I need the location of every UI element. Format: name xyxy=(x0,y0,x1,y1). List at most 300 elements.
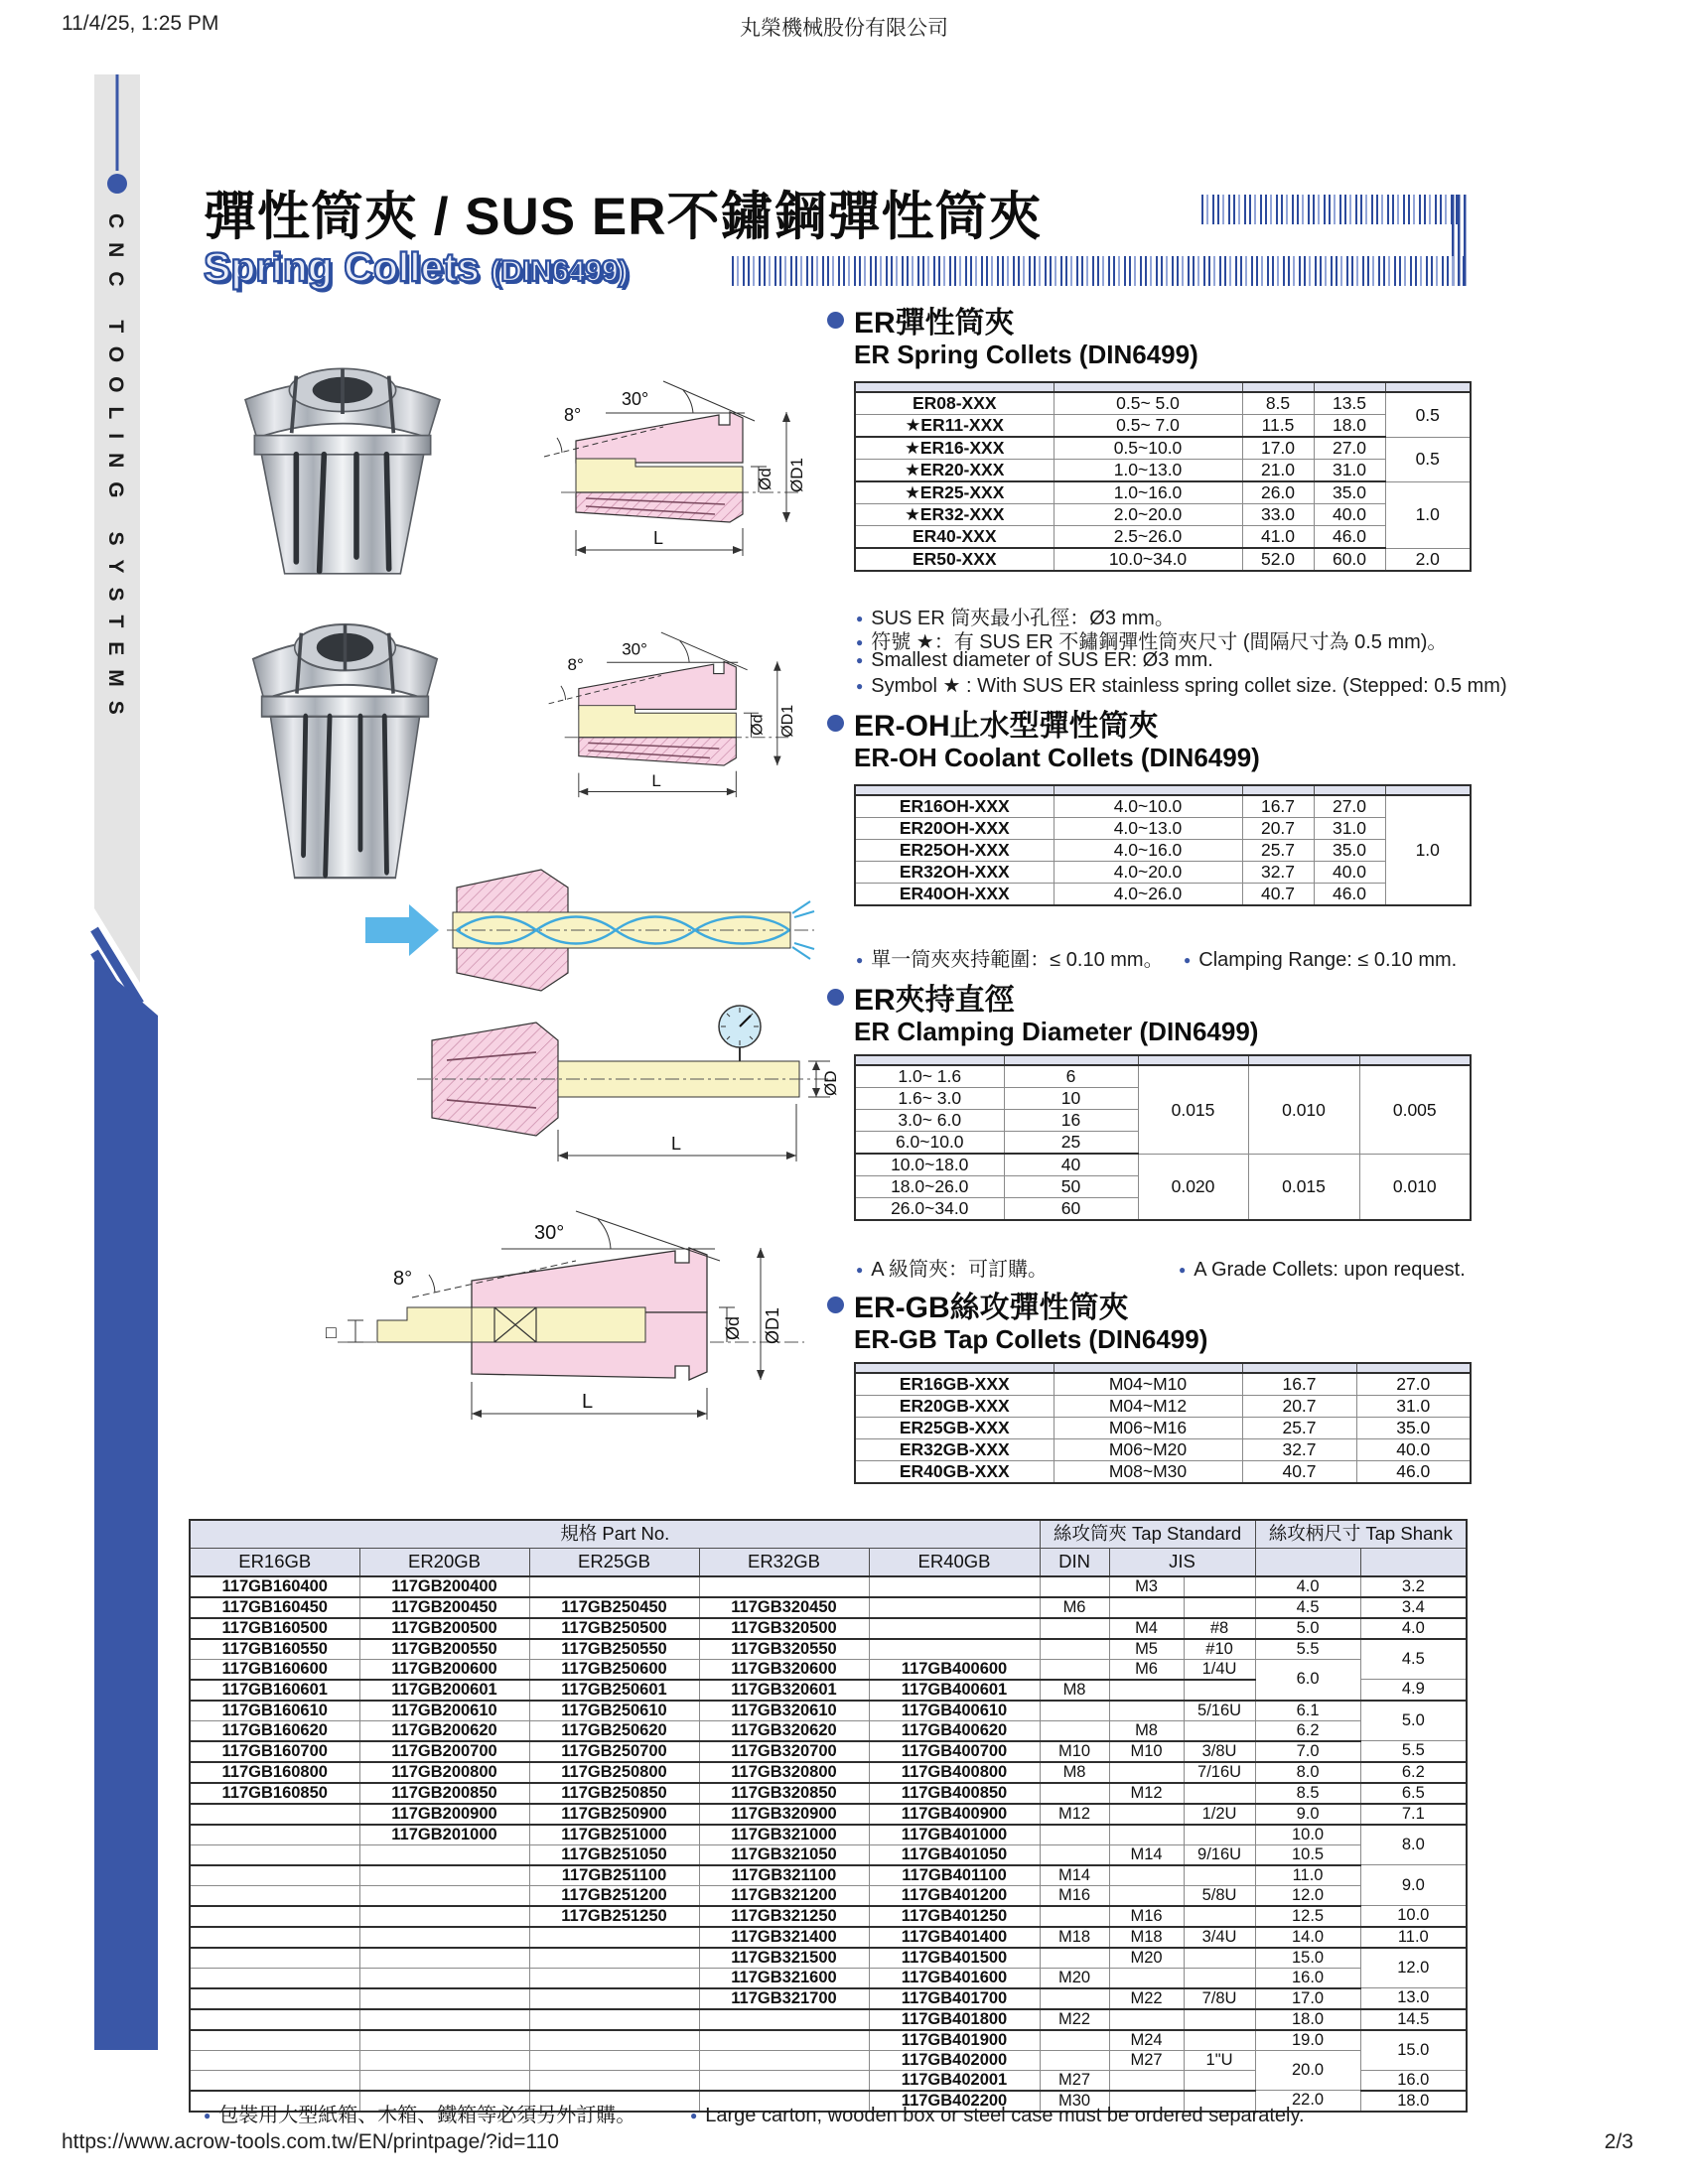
table-row xyxy=(190,1865,1467,1886)
section-clamping-title-zh xyxy=(827,975,1015,1019)
section-bullet-icon xyxy=(827,312,844,329)
section-title-text: ER-GB絲攻彈性筒夾 xyxy=(854,1292,1129,1324)
cell: 117GB402000 xyxy=(869,2050,1040,2070)
cell: ER08-XXX xyxy=(855,392,1054,415)
cell: 4.0~10.0 xyxy=(1054,795,1242,818)
coolant-collets-table xyxy=(854,784,1470,906)
cell: ER20OH-XXX xyxy=(855,818,1054,840)
data-table xyxy=(854,1362,1472,1484)
table-row xyxy=(855,818,1471,840)
coolant-arrow-icon xyxy=(365,904,439,956)
cell: 40.0 xyxy=(1356,1439,1471,1461)
cell xyxy=(1040,1576,1109,1597)
cell: 41.0 xyxy=(1242,526,1314,549)
cell: 117GB160800 xyxy=(190,1762,359,1783)
cell: 117GB250900 xyxy=(529,1804,699,1825)
cell: 18.0 xyxy=(1255,2009,1360,2030)
cell: 17.0 xyxy=(1255,1988,1360,2009)
cell: 11.0 xyxy=(1255,1865,1360,1886)
cell: 117GB320900 xyxy=(699,1804,869,1825)
cell xyxy=(1040,1948,1109,1969)
cell: 40.7 xyxy=(1242,1461,1356,1484)
cell: 117GB402001 xyxy=(869,2070,1040,2091)
dim-label-8deg: 8° xyxy=(567,654,584,674)
dim-label-od1: ØD1 xyxy=(763,1306,782,1344)
table-row xyxy=(855,1461,1471,1484)
table-row xyxy=(855,504,1471,526)
cell: 117GB160601 xyxy=(190,1680,359,1701)
dim-label-30deg: 30° xyxy=(534,1222,565,1244)
cell: 10.0~34.0 xyxy=(1054,548,1242,571)
cell: 117GB401200 xyxy=(869,1885,1040,1906)
cell xyxy=(190,1885,359,1906)
header-cell xyxy=(1242,1363,1356,1373)
cell: ER50-XXX xyxy=(855,548,1054,571)
cell: 117GB250700 xyxy=(529,1741,699,1762)
cell: 15.0 xyxy=(1255,1948,1360,1969)
cell: 1.0~ 1.6 xyxy=(855,1065,1004,1088)
cell: 4.0 xyxy=(1360,1618,1467,1639)
cell: 117GB251100 xyxy=(529,1865,699,1886)
cell: 117GB321400 xyxy=(699,1927,869,1948)
cell: 32.7 xyxy=(1242,862,1314,884)
cell: 117GB400900 xyxy=(869,1804,1040,1825)
cell xyxy=(1184,1948,1255,1969)
cell xyxy=(190,1865,359,1886)
cell: 4.5 xyxy=(1360,1639,1467,1680)
cell: 117GB320550 xyxy=(699,1639,869,1660)
cell: 4.0~16.0 xyxy=(1054,840,1242,862)
cell: 6 xyxy=(1004,1065,1138,1088)
cell: 46.0 xyxy=(1314,526,1385,549)
cell: 117GB400601 xyxy=(869,1680,1040,1701)
cell: 117GB400620 xyxy=(869,1720,1040,1741)
header-cell xyxy=(855,785,1054,795)
cell xyxy=(1184,1906,1255,1927)
header-cell: JIS xyxy=(1109,1548,1255,1575)
cell: M12 xyxy=(1040,1804,1109,1825)
cell xyxy=(1184,2009,1255,2030)
table-row xyxy=(190,1701,1467,1721)
table-row xyxy=(855,840,1471,862)
cell: 20.7 xyxy=(1242,1396,1356,1418)
cell: 10.0 xyxy=(1360,1906,1467,1927)
cell: 3/8U xyxy=(1184,1741,1255,1762)
cell: 117GB402200 xyxy=(869,2091,1040,2112)
cell: 0.5~ 5.0 xyxy=(1054,392,1242,415)
cell: ER40-XXX xyxy=(855,526,1054,549)
header-cell xyxy=(1255,1548,1360,1575)
cell: M3 xyxy=(1109,1576,1184,1597)
header-cell: ER20GB xyxy=(359,1548,529,1575)
note-text: ● Large carton, wooden box or steel case must be ordered separately. xyxy=(690,2105,1305,2127)
cell: 25.7 xyxy=(1242,1418,1356,1439)
cell: 117GB400610 xyxy=(869,1701,1040,1721)
cell: 117GB200850 xyxy=(359,1783,529,1804)
cell: M20 xyxy=(1040,1968,1109,1988)
cell xyxy=(1109,1680,1184,1701)
cell: 117GB250550 xyxy=(529,1639,699,1660)
header-row xyxy=(855,785,1471,795)
cell: M8 xyxy=(1109,1720,1184,1741)
cell xyxy=(190,1906,359,1927)
cell: 117GB160450 xyxy=(190,1597,359,1618)
cell: M04~M10 xyxy=(1054,1373,1242,1396)
cell: 16.7 xyxy=(1242,795,1314,818)
header-row xyxy=(855,1363,1471,1373)
cell xyxy=(359,2070,529,2091)
cell: 117GB160500 xyxy=(190,1618,359,1639)
cell: 14.0 xyxy=(1255,1927,1360,1948)
cell: 6.1 xyxy=(1255,1701,1360,1721)
cell: #10 xyxy=(1184,1639,1255,1660)
cell xyxy=(359,1865,529,1886)
cell xyxy=(529,1988,699,2009)
cell: M12 xyxy=(1109,1783,1184,1804)
cell xyxy=(1109,1865,1184,1886)
cell: M10 xyxy=(1109,1741,1184,1762)
cell: M22 xyxy=(1109,1988,1184,2009)
cell: 3.0~ 6.0 xyxy=(855,1110,1004,1132)
cell xyxy=(1109,1804,1184,1825)
cell xyxy=(529,2009,699,2030)
section-bullet-icon xyxy=(827,1297,844,1313)
table-row xyxy=(855,884,1471,906)
cell: 12.0 xyxy=(1255,1885,1360,1906)
data-table xyxy=(189,1519,1468,2113)
cell xyxy=(1040,1988,1109,2009)
cell xyxy=(1040,1659,1109,1680)
cell: 0.010 xyxy=(1248,1065,1359,1154)
cell xyxy=(699,2050,869,2070)
cell: 0.010 xyxy=(1359,1154,1471,1220)
table-row xyxy=(190,1741,1467,1762)
cell: 0.015 xyxy=(1138,1065,1248,1154)
cell: 13.0 xyxy=(1360,1988,1467,2009)
table-row xyxy=(855,548,1471,571)
cell: 11.5 xyxy=(1242,415,1314,438)
cell: 27.0 xyxy=(1356,1373,1471,1396)
page-url: https://www.acrow-tools.com.tw/EN/printpage/?id=110 xyxy=(62,2130,559,2153)
cell: 5.5 xyxy=(1360,1741,1467,1762)
table-row xyxy=(855,460,1471,482)
table-row xyxy=(190,1762,1467,1783)
cell: 20.7 xyxy=(1242,818,1314,840)
cell: M14 xyxy=(1109,1844,1184,1865)
sidebar-blue-strip xyxy=(94,961,158,2050)
dim-label-L: L xyxy=(651,770,661,790)
section-bullet-icon xyxy=(827,989,844,1006)
cell: ★ER25-XXX xyxy=(855,481,1054,504)
cell: 117GB200600 xyxy=(359,1659,529,1680)
cell: 117GB401100 xyxy=(869,1865,1040,1886)
cell: M27 xyxy=(1040,2070,1109,2091)
cell: 26.0~34.0 xyxy=(855,1198,1004,1221)
header-cell xyxy=(1242,785,1314,795)
cell xyxy=(869,1618,1040,1639)
cell: 9.0 xyxy=(1255,1804,1360,1825)
packing-note xyxy=(204,2099,1305,2126)
cell: 117GB251000 xyxy=(529,1825,699,1845)
table-row xyxy=(190,2009,1467,2030)
company-name: 丸榮機械股份有限公司 xyxy=(740,17,948,40)
table-row xyxy=(190,1597,1467,1618)
cell: 7/8U xyxy=(1184,1988,1255,2009)
cell: 31.0 xyxy=(1314,460,1385,482)
cell: 117GB320700 xyxy=(699,1741,869,1762)
cell: 117GB401700 xyxy=(869,1988,1040,2009)
table-row xyxy=(855,415,1471,438)
cell: 5/16U xyxy=(1184,1701,1255,1721)
header-cell xyxy=(1360,1548,1467,1575)
table-row xyxy=(855,1439,1471,1461)
cell: 5.0 xyxy=(1360,1701,1467,1741)
cell: 117GB321200 xyxy=(699,1885,869,1906)
header-cell: ER25GB xyxy=(529,1548,699,1575)
cell: 25 xyxy=(1004,1132,1138,1155)
dim-label-od: Ød xyxy=(748,714,767,736)
table-row xyxy=(190,1906,1467,1927)
cell: M4 xyxy=(1109,1618,1184,1639)
dim-label-OD: ØD xyxy=(821,1070,840,1096)
cell: 32.7 xyxy=(1242,1439,1356,1461)
cell xyxy=(359,1927,529,1948)
table-row xyxy=(190,1639,1467,1660)
cell: 117GB401250 xyxy=(869,1906,1040,1927)
cell: 4.0~26.0 xyxy=(1054,884,1242,906)
cell: 0.5~10.0 xyxy=(1054,437,1242,460)
cell: 3.2 xyxy=(1360,1576,1467,1597)
page-title: 彈性筒夾 / SUS ER不鏽鋼彈性筒夾 xyxy=(204,188,1043,246)
data-table xyxy=(854,1054,1472,1221)
subtitle-suffix: (DIN6499) xyxy=(491,255,629,288)
cell xyxy=(1184,1968,1255,1988)
cell: 117GB200900 xyxy=(359,1804,529,1825)
cell: 117GB160600 xyxy=(190,1659,359,1680)
header-cell xyxy=(855,382,1054,392)
tap-collets-table xyxy=(854,1362,1470,1484)
header-cell xyxy=(1054,382,1242,392)
cell xyxy=(190,1968,359,1988)
section-spring-title-zh xyxy=(827,298,1015,341)
header-row xyxy=(190,1548,1467,1575)
cell xyxy=(190,1825,359,1845)
cell xyxy=(1184,1783,1255,1804)
cell: 20.0 xyxy=(1255,2050,1360,2091)
cell: 10.0~18.0 xyxy=(855,1154,1004,1176)
header-cell: DIN xyxy=(1040,1548,1109,1575)
cell: 40 xyxy=(1004,1154,1138,1176)
dim-label-od1: ØD1 xyxy=(777,704,796,738)
data-table xyxy=(854,784,1472,906)
cell xyxy=(359,1885,529,1906)
cell: 117GB321500 xyxy=(699,1948,869,1969)
cell: 17.0 xyxy=(1242,437,1314,460)
header-cell xyxy=(1385,382,1471,392)
section-coolant-title-zh xyxy=(827,701,1159,745)
header-cell: 絲攻筒夾 Tap Standard xyxy=(1040,1520,1255,1548)
header-cell xyxy=(1314,382,1385,392)
cell: M6 xyxy=(1040,1597,1109,1618)
cell: 40.0 xyxy=(1314,504,1385,526)
cell: M20 xyxy=(1109,1948,1184,1969)
cell: ER40OH-XXX xyxy=(855,884,1054,906)
cell: 18.0 xyxy=(1360,2091,1467,2112)
cell: 6.0~10.0 xyxy=(855,1132,1004,1155)
cell: 8.0 xyxy=(1360,1825,1467,1865)
cell: 35.0 xyxy=(1356,1418,1471,1439)
cell xyxy=(1184,2030,1255,2051)
cell xyxy=(1109,1701,1184,1721)
table-row xyxy=(855,392,1471,415)
cell: 117GB400850 xyxy=(869,1783,1040,1804)
cell: 6.2 xyxy=(1360,1762,1467,1783)
note-text: ● 符號 ★：有 SUS ER 不鏽鋼彈性筒夾尺寸 (間隔尺寸為 0.5 mm)。 xyxy=(856,625,1447,654)
cell: 117GB401800 xyxy=(869,2009,1040,2030)
cell xyxy=(190,1804,359,1825)
cell: 117GB250450 xyxy=(529,1597,699,1618)
cell: 117GB400700 xyxy=(869,1741,1040,1762)
data-table xyxy=(854,381,1472,572)
cell xyxy=(1040,2030,1109,2051)
section-coolant-title-en: ER-OH Coolant Collets (DIN6499) xyxy=(854,743,1260,772)
dim-label-L: L xyxy=(653,528,664,548)
header-cell xyxy=(1242,382,1314,392)
header-cell xyxy=(1054,1363,1242,1373)
note-text: ● 包裝用大型紙箱、木箱、鐵箱等必須另外訂購。 xyxy=(204,2099,690,2127)
cell: 117GB200620 xyxy=(359,1720,529,1741)
cell xyxy=(359,1844,529,1865)
table-row xyxy=(190,1825,1467,1845)
runout-measurement-diagram xyxy=(387,1001,844,1204)
cell xyxy=(190,1927,359,1948)
table-row xyxy=(190,1948,1467,1969)
cell: 7.0 xyxy=(1255,1741,1360,1762)
cell: 117GB160400 xyxy=(190,1576,359,1597)
dim-label-30deg: 30° xyxy=(622,389,649,409)
cell: 50 xyxy=(1004,1176,1138,1198)
cell xyxy=(529,1948,699,1969)
cell: 117GB401500 xyxy=(869,1948,1040,1969)
cell xyxy=(359,2030,529,2051)
cell xyxy=(1184,1865,1255,1886)
header-cell xyxy=(1054,785,1242,795)
cell: ER25GB-XXX xyxy=(855,1418,1054,1439)
table-row xyxy=(190,1988,1467,2009)
table-row xyxy=(855,481,1471,504)
cell: 33.0 xyxy=(1242,504,1314,526)
section-spring-title-en: ER Spring Collets (DIN6499) xyxy=(854,340,1198,369)
note-text: ● A 級筒夾：可訂購。 xyxy=(856,1253,1179,1282)
cell: 2.0 xyxy=(1385,548,1471,571)
cell xyxy=(1184,1680,1255,1701)
cell xyxy=(359,2009,529,2030)
cell: M06~M16 xyxy=(1054,1418,1242,1439)
table-row xyxy=(190,2030,1467,2051)
cell: 117GB250800 xyxy=(529,1762,699,1783)
cell: 117GB250610 xyxy=(529,1701,699,1721)
page-subtitle xyxy=(204,244,629,291)
cell: 117GB320600 xyxy=(699,1659,869,1680)
cell: ER16OH-XXX xyxy=(855,795,1054,818)
title-hatch-band-top xyxy=(1201,195,1458,224)
cell: 10.5 xyxy=(1255,1844,1360,1865)
cell: 46.0 xyxy=(1356,1461,1471,1484)
dim-label-8deg: 8° xyxy=(393,1268,413,1290)
cell: 18.0~26.0 xyxy=(855,1176,1004,1198)
cell: 117GB321700 xyxy=(699,1988,869,2009)
cell: M16 xyxy=(1040,1885,1109,1906)
cell xyxy=(190,2050,359,2070)
cell: 0.5 xyxy=(1385,437,1471,481)
cell: 27.0 xyxy=(1314,795,1385,818)
cell xyxy=(699,2070,869,2091)
cell: 117GB160700 xyxy=(190,1741,359,1762)
table-row xyxy=(190,1968,1467,1988)
cell xyxy=(1040,1906,1109,1927)
cell xyxy=(1040,1720,1109,1741)
cell: 117GB321600 xyxy=(699,1968,869,1988)
cell xyxy=(359,1948,529,1969)
cell: 117GB200700 xyxy=(359,1741,529,1762)
cell: M8 xyxy=(1040,1762,1109,1783)
cell: 117GB320500 xyxy=(699,1618,869,1639)
cell: 35.0 xyxy=(1314,840,1385,862)
cell: 40.7 xyxy=(1242,884,1314,906)
cell xyxy=(190,1948,359,1969)
cell: 16.0 xyxy=(1255,1968,1360,1988)
note-text: ● 單一筒夾夾持範圍：≤ 0.10 mm。 xyxy=(856,943,1184,972)
spring-collets-table xyxy=(854,381,1470,572)
dim-label-od: Ød xyxy=(723,1315,743,1340)
cell xyxy=(699,2009,869,2030)
header-row xyxy=(855,382,1471,392)
cell: M14 xyxy=(1040,1865,1109,1886)
cell: M18 xyxy=(1109,1927,1184,1948)
cell: 16.7 xyxy=(1242,1373,1356,1396)
cell: M04~M12 xyxy=(1054,1396,1242,1418)
cell xyxy=(1040,1701,1109,1721)
cell: 117GB200550 xyxy=(359,1639,529,1660)
cell xyxy=(1184,1597,1255,1618)
table-row xyxy=(855,1065,1471,1088)
cell: 117GB400600 xyxy=(869,1659,1040,1680)
header-cell: 絲攻柄尺寸 Tap Shank xyxy=(1255,1520,1467,1548)
section-title-text: ER夾持直徑 xyxy=(854,984,1015,1017)
cell: 5.0 xyxy=(1255,1618,1360,1639)
dim-label-8deg: 8° xyxy=(564,405,582,425)
cell xyxy=(529,1968,699,1988)
table-row xyxy=(855,526,1471,549)
cell: ER20GB-XXX xyxy=(855,1396,1054,1418)
table-row xyxy=(855,437,1471,460)
header-cell xyxy=(1314,785,1385,795)
cell: 117GB250850 xyxy=(529,1783,699,1804)
dim-label-od1: ØD1 xyxy=(787,458,806,492)
table-row xyxy=(855,1396,1471,1418)
cell: ER16GB-XXX xyxy=(855,1373,1054,1396)
cell: 10 xyxy=(1004,1088,1138,1110)
cell: 1/4U xyxy=(1184,1659,1255,1680)
dim-label-L: L xyxy=(671,1134,682,1154)
cell xyxy=(1109,1825,1184,1845)
cell: 4.5 xyxy=(1255,1597,1360,1618)
cell: 31.0 xyxy=(1314,818,1385,840)
cell xyxy=(529,1576,699,1597)
cell: 1/2U xyxy=(1184,1804,1255,1825)
cell: ER25OH-XXX xyxy=(855,840,1054,862)
cell: 0.5~ 7.0 xyxy=(1054,415,1242,438)
